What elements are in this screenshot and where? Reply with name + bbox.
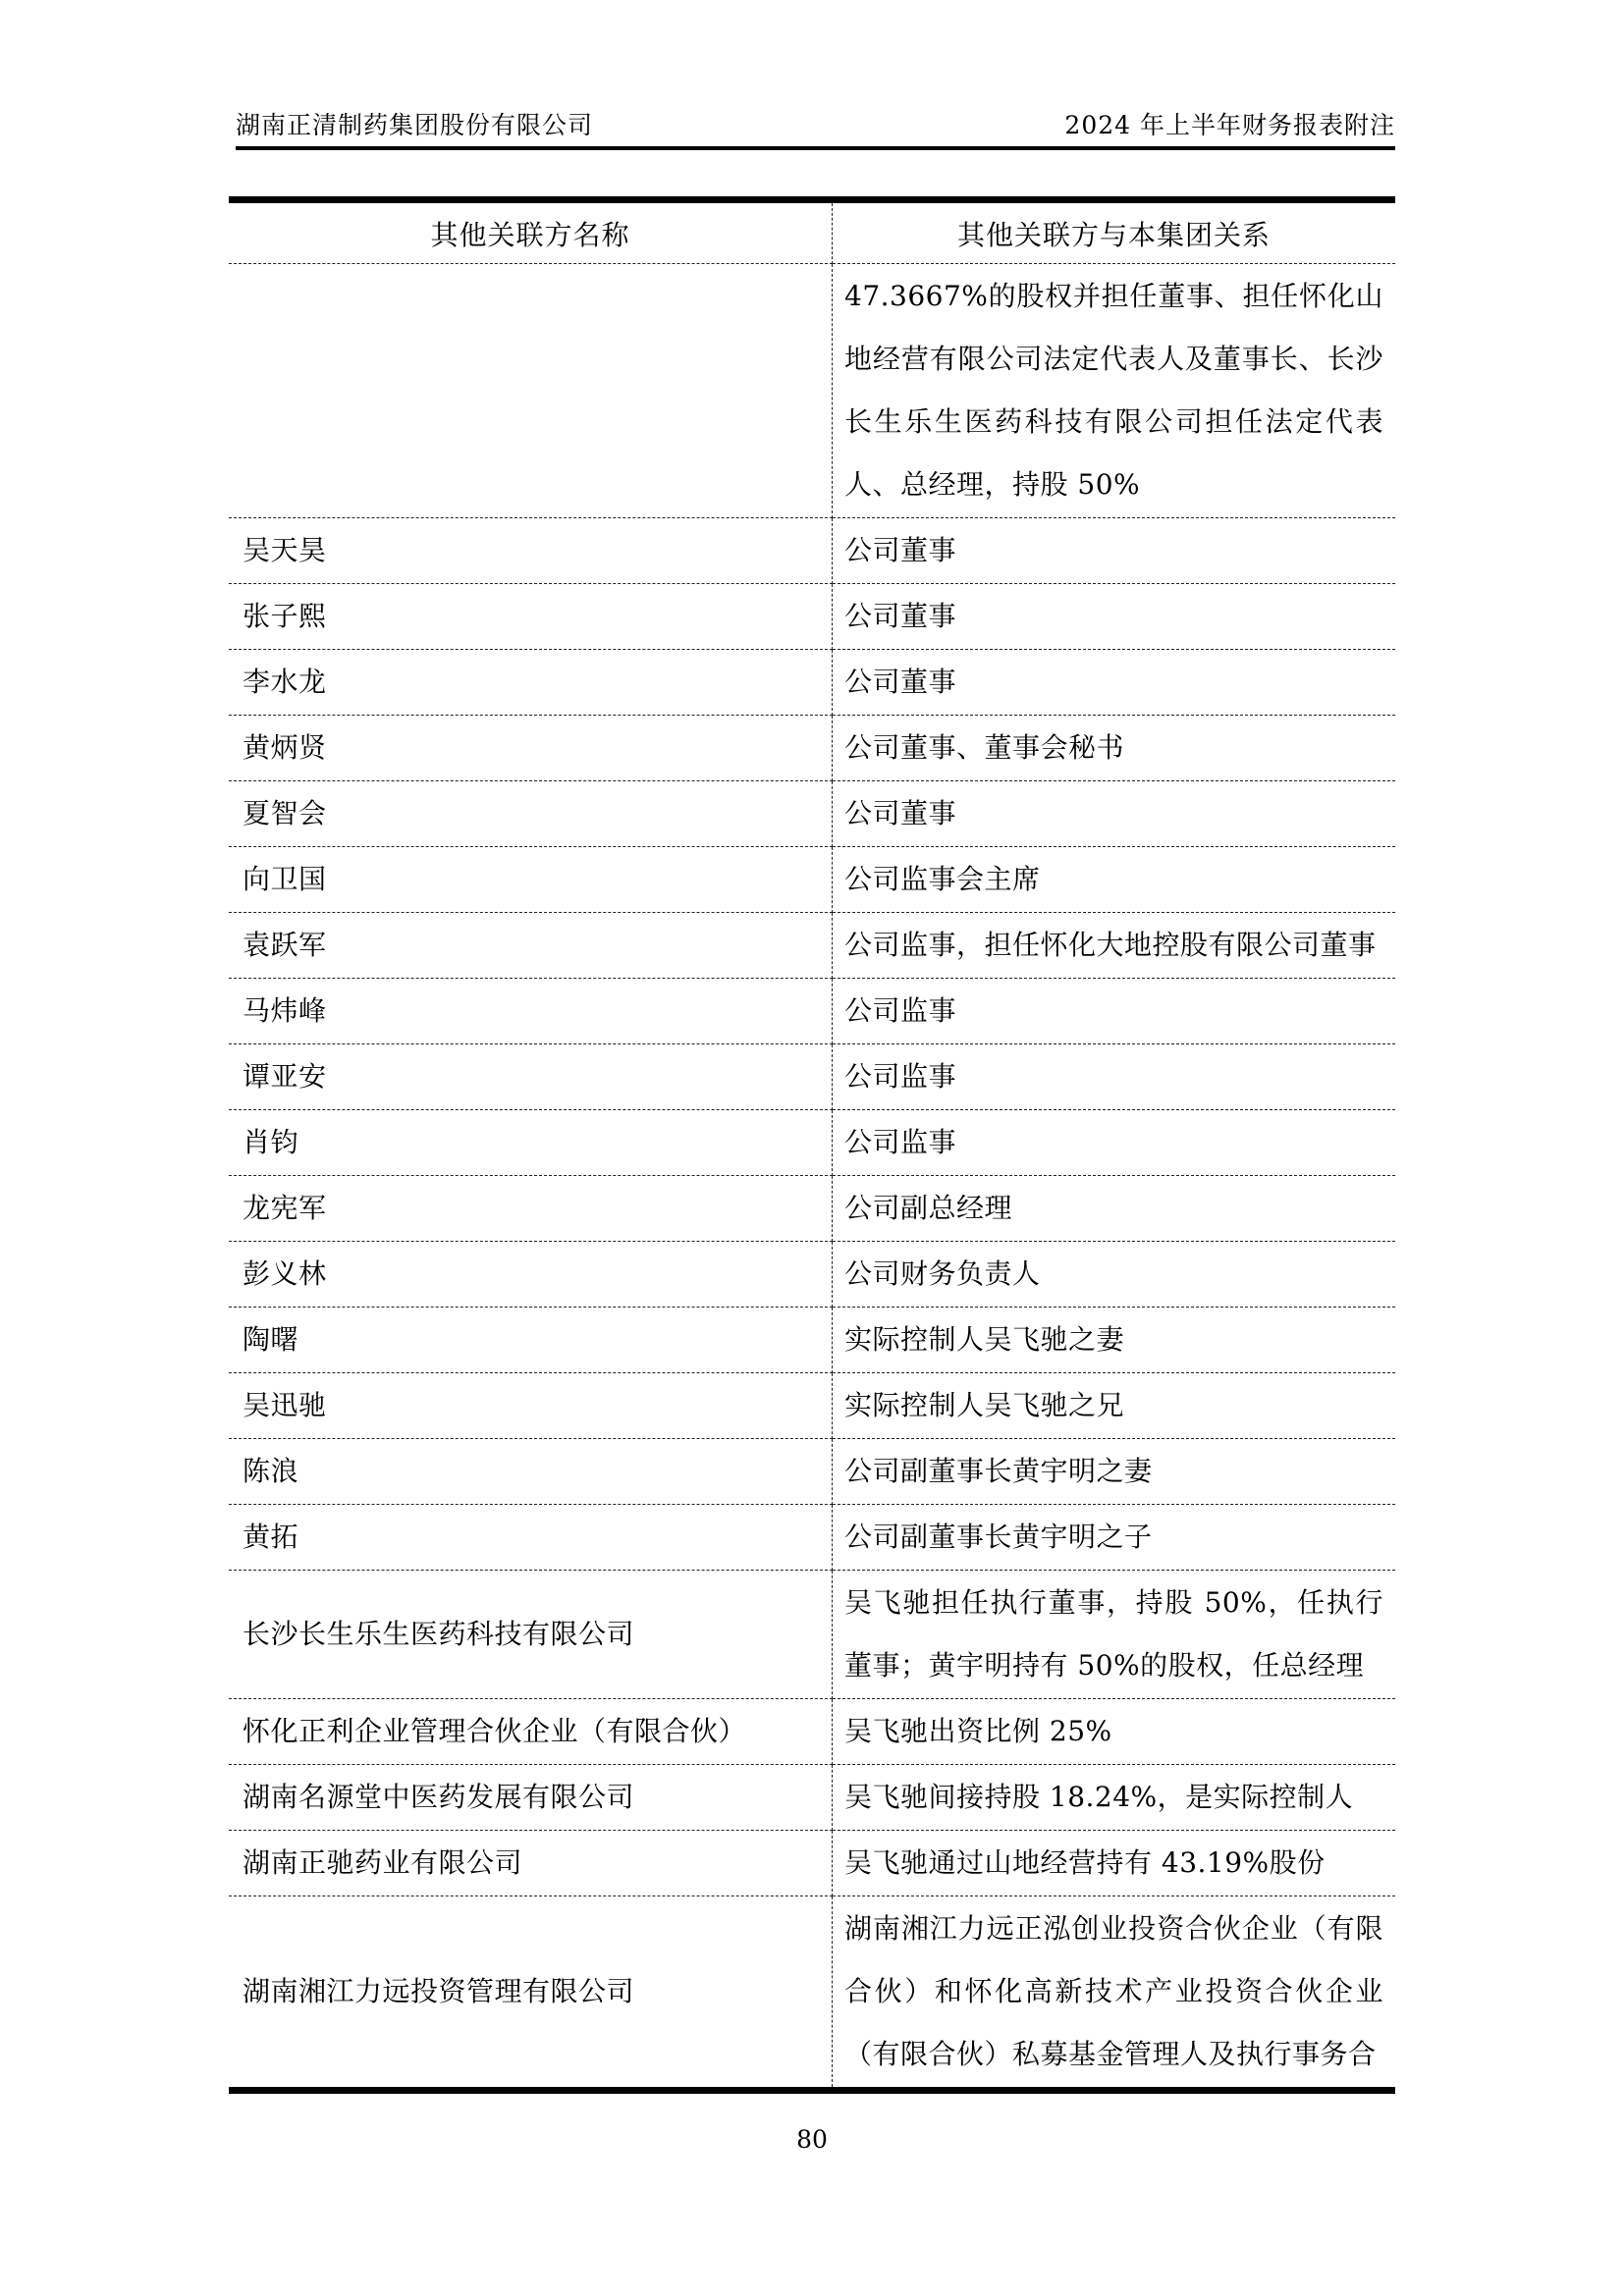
related-party-name: 李水龙 <box>229 650 833 716</box>
related-party-name: 怀化正利企业管理合伙企业（有限合伙） <box>229 1699 833 1765</box>
related-party-relation: 公司董事、董事会秘书 <box>833 716 1396 781</box>
related-party-name: 龙宪军 <box>229 1176 833 1242</box>
related-party-name: 张子熙 <box>229 584 833 650</box>
related-party-name: 黄炳贤 <box>229 716 833 781</box>
related-party-relation: 公司监事 <box>833 1044 1396 1110</box>
table-header-row <box>229 200 1395 264</box>
related-party-name: 长沙长生乐生医药科技有限公司 <box>229 1571 833 1699</box>
related-party-name: 吴迅驰 <box>229 1373 833 1439</box>
related-party-name: 湖南名源堂中医药发展有限公司 <box>229 1765 833 1831</box>
related-party-name: 谭亚安 <box>229 1044 833 1110</box>
related-party-relation: 实际控制人吴飞驰之兄 <box>833 1373 1396 1439</box>
related-party-relation: 吴飞驰出资比例 25% <box>833 1699 1396 1765</box>
related-party-relation: 湖南湘江力远正泓创业投资合伙企业（有限合伙）和怀化高新技术产业投资合伙企业（有限合伙）私募基金管理人及执行事务合 <box>844 1912 1383 2070</box>
related-party-name: 彭义林 <box>229 1242 833 1308</box>
related-party-relation: 公司财务负责人 <box>833 1242 1396 1308</box>
table-row <box>229 264 1395 518</box>
table-row <box>229 518 1395 584</box>
related-party-name: 肖钧 <box>229 1110 833 1176</box>
related-party-name <box>229 264 833 518</box>
related-party-relation: 公司监事 <box>833 979 1396 1044</box>
related-party-relation: 公司监事会主席 <box>833 847 1396 913</box>
header-rule <box>236 146 1395 150</box>
related-party-relation: 公司董事 <box>833 781 1396 847</box>
related-party-name: 夏智会 <box>229 781 833 847</box>
related-party-relation: 47.3667%的股权并担任董事、担任怀化山地经营有限公司法定代表人及董事长、长沙长生乐生医药科技有限公司担任法定代表人、总经理，持股 50% <box>833 264 1396 518</box>
related-party-name: 黄拓 <box>229 1505 833 1571</box>
column-header-relation: 其他关联方与本集团关系 <box>833 200 1396 264</box>
related-party-name: 湖南湘江力远投资管理有限公司 <box>229 1896 833 2091</box>
table-row <box>229 1699 1395 1765</box>
related-party-relation: 公司董事 <box>833 650 1396 716</box>
related-party-relation: 公司监事 <box>833 1110 1396 1176</box>
related-party-name: 袁跃军 <box>229 913 833 979</box>
page-header <box>236 106 1395 141</box>
header-company-name: 湖南正清制药集团股份有限公司 <box>236 111 594 139</box>
table-row <box>229 1242 1395 1308</box>
table-row <box>229 1831 1395 1896</box>
table-header <box>229 200 1395 264</box>
table-body <box>229 264 1395 2091</box>
page-number: 80 <box>796 2125 828 2154</box>
related-party-relation: 公司监事，担任怀化大地控股有限公司董事 <box>833 913 1396 979</box>
related-party-name: 吴天昊 <box>229 518 833 584</box>
related-party-relation: 公司董事 <box>833 518 1396 584</box>
table-row <box>229 1505 1395 1571</box>
related-party-relation: 公司副总经理 <box>833 1176 1396 1242</box>
table-row <box>229 1110 1395 1176</box>
related-party-name: 向卫国 <box>229 847 833 913</box>
related-party-relation: 公司副董事长黄宇明之子 <box>833 1505 1396 1571</box>
related-parties-table <box>229 196 1395 2094</box>
related-party-name: 陈浪 <box>229 1439 833 1505</box>
table-row <box>229 979 1395 1044</box>
column-header-name: 其他关联方名称 <box>229 200 833 264</box>
table-row <box>229 1571 1395 1699</box>
table-row <box>229 1439 1395 1505</box>
table-row <box>229 1765 1395 1831</box>
table-row <box>229 650 1395 716</box>
header-report-title: 2024 年上半年财务报表附注 <box>1064 111 1395 139</box>
table-row <box>229 584 1395 650</box>
table-row <box>229 781 1395 847</box>
table-row <box>229 1308 1395 1373</box>
related-party-relation: 吴飞驰通过山地经营持有 43.19%股份 <box>833 1831 1396 1896</box>
table-row <box>229 847 1395 913</box>
related-party-relation: 公司董事 <box>833 584 1396 650</box>
related-party-relation: 公司副董事长黄宇明之妻 <box>833 1439 1396 1505</box>
table-row <box>229 1044 1395 1110</box>
table-row <box>229 1373 1395 1439</box>
related-party-name: 湖南正驰药业有限公司 <box>229 1831 833 1896</box>
table-row <box>229 716 1395 781</box>
related-party-name: 马炜峰 <box>229 979 833 1044</box>
table-row <box>229 913 1395 979</box>
related-party-relation: 实际控制人吴飞驰之妻 <box>833 1308 1396 1373</box>
related-party-relation: 吴飞驰间接持股 18.24%，是实际控制人 <box>833 1765 1396 1831</box>
related-party-relation: 吴飞驰担任执行董事，持股 50%，任执行董事；黄宇明持有 50%的股权，任总经理 <box>833 1571 1396 1699</box>
table-row <box>229 1896 1395 2091</box>
related-party-name: 陶曙 <box>229 1308 833 1373</box>
table-row <box>229 1176 1395 1242</box>
